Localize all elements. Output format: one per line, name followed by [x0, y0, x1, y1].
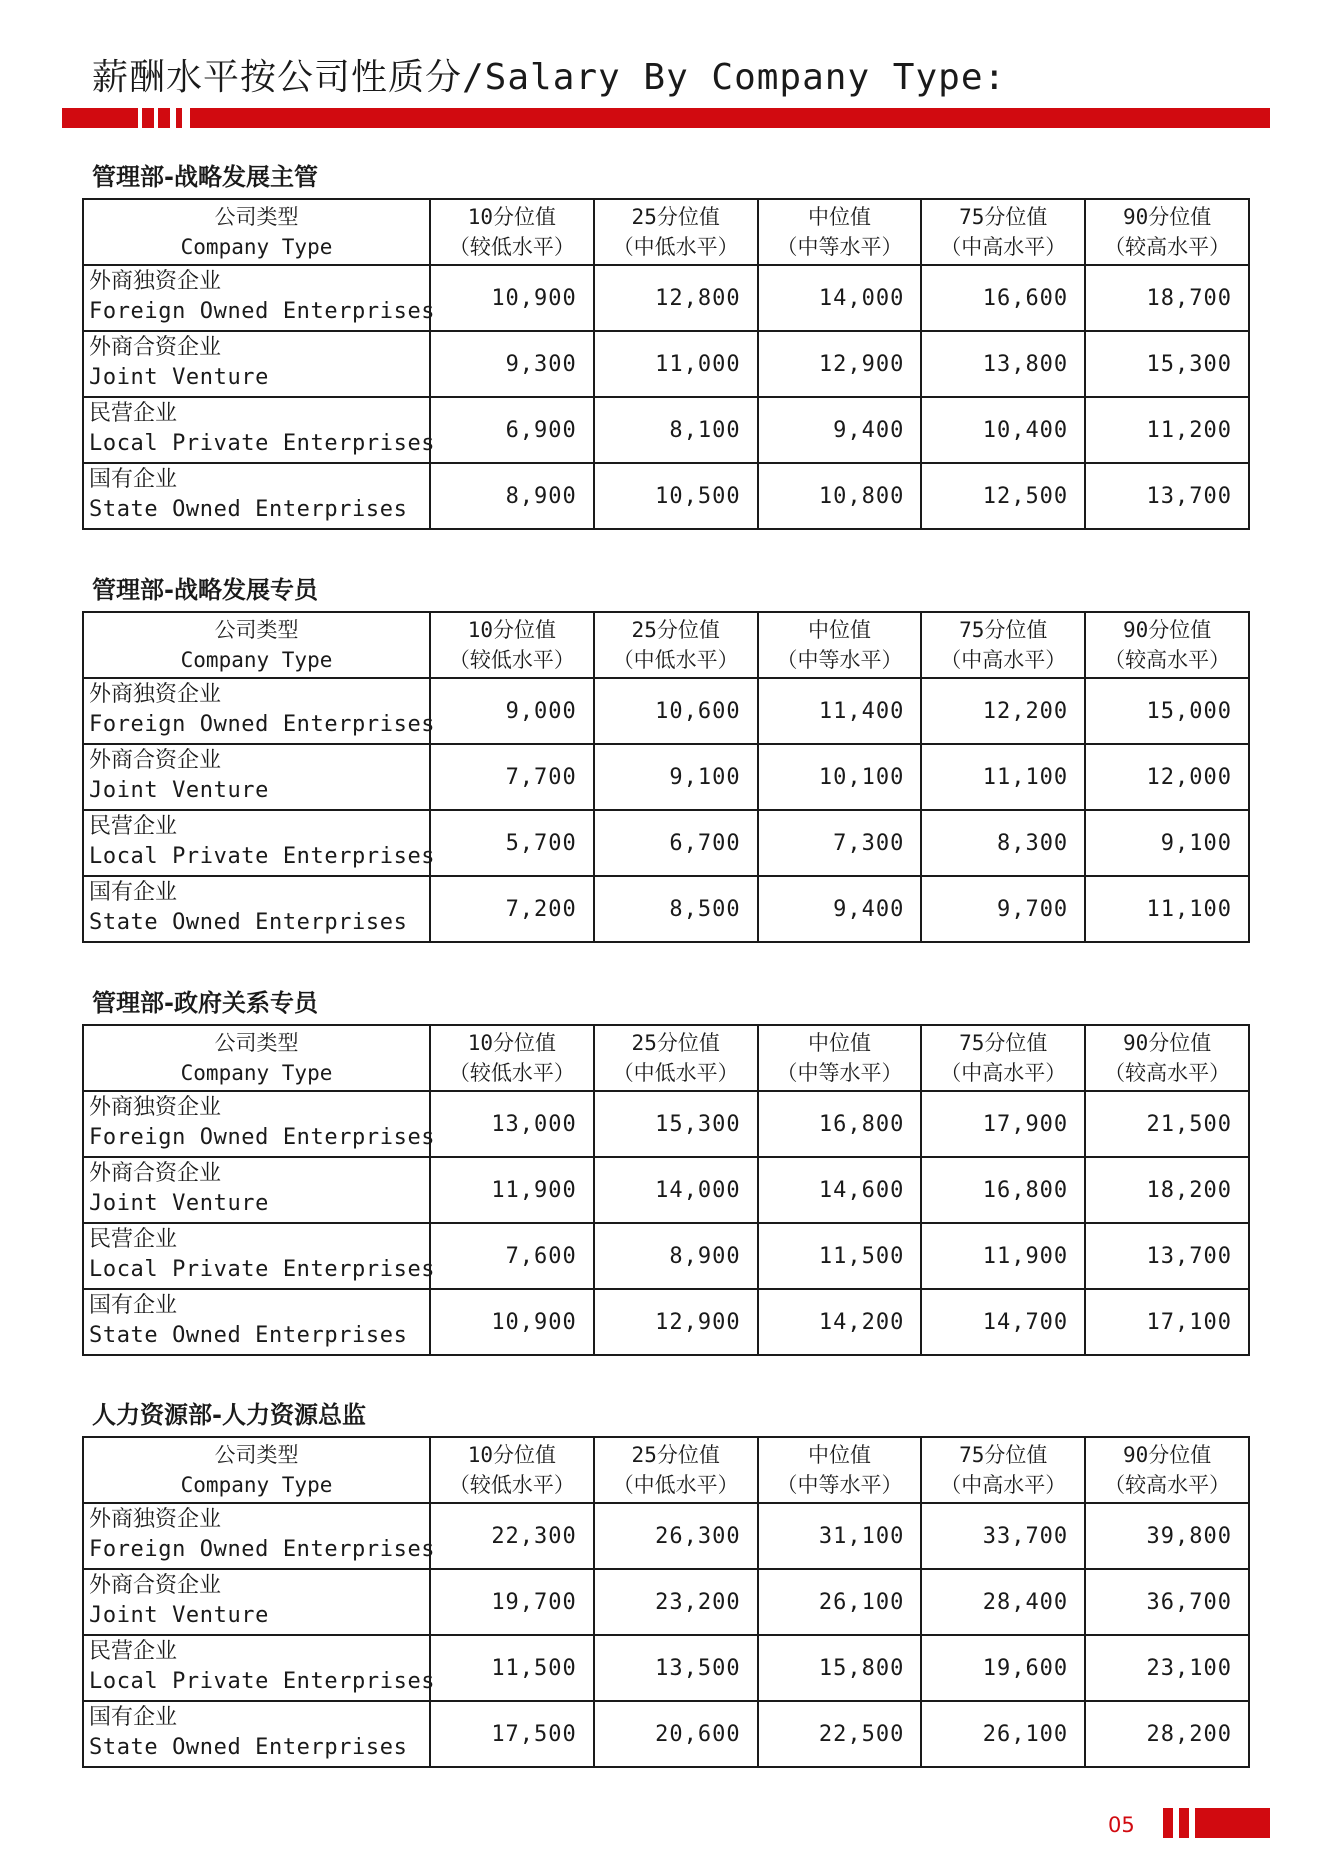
- salary-cell: 20,600: [594, 1701, 758, 1767]
- header-label-en: （中高水平）: [940, 1061, 1067, 1085]
- footer-bar-segment: [1163, 1808, 1173, 1838]
- company-type-cell: [83, 744, 430, 810]
- salary-cell: 23,100: [1085, 1635, 1249, 1701]
- company-type-en: Local Private Enterprises: [89, 1669, 436, 1694]
- salary-cell: 15,000: [1085, 678, 1249, 744]
- header-label-en: （较低水平）: [448, 235, 575, 259]
- salary-cell: 10,100: [758, 744, 922, 810]
- salary-cell: 8,100: [594, 397, 758, 463]
- p75-header: [921, 1025, 1085, 1091]
- salary-cell: 10,900: [430, 265, 594, 331]
- table-row: [83, 331, 1249, 397]
- header-label-zh: 10分位值: [467, 618, 557, 642]
- salary-cell: 16,800: [921, 1157, 1085, 1223]
- salary-cell: 9,000: [430, 678, 594, 744]
- header-label-zh: 10分位值: [467, 1031, 557, 1055]
- table-row: [83, 678, 1249, 744]
- company-type-cell: [83, 876, 430, 942]
- salary-cell: 9,400: [758, 397, 922, 463]
- header-bar-segment: [142, 108, 154, 128]
- table-header-row: [83, 1437, 1249, 1503]
- salary-cell: 8,900: [430, 463, 594, 529]
- header-label-en: （较低水平）: [448, 1473, 575, 1497]
- salary-cell: 22,500: [758, 1701, 922, 1767]
- p90-header: [1085, 1025, 1249, 1091]
- page-number: 05: [1108, 1813, 1135, 1837]
- header-label-zh: 75分位值: [959, 1443, 1048, 1467]
- salary-cell: 14,000: [594, 1157, 758, 1223]
- salary-cell: 22,300: [430, 1503, 594, 1569]
- header-label-zh: 90分位值: [1122, 1443, 1212, 1467]
- table-row: [83, 265, 1249, 331]
- salary-cell: 10,800: [758, 463, 922, 529]
- salary-cell: 16,600: [921, 265, 1085, 331]
- company-type-en: Foreign Owned Enterprises: [89, 1537, 436, 1562]
- header-label-en: （中高水平）: [940, 1473, 1067, 1497]
- table-header-row: [83, 1025, 1249, 1091]
- company-type-cell: [83, 1223, 436, 1289]
- header-label-zh: 中位值: [807, 1443, 871, 1467]
- company-type-cell: [83, 1091, 436, 1157]
- company-type-zh: 国有企业: [89, 467, 178, 492]
- median-header: [758, 612, 922, 678]
- p10-header: [430, 199, 594, 265]
- header-label-zh: 10分位值: [467, 1443, 557, 1467]
- company-type-cell: [83, 1289, 430, 1355]
- table-row: [83, 876, 1249, 942]
- header-label-en: （中低水平）: [612, 235, 739, 259]
- salary-table: [82, 1024, 1250, 1356]
- salary-cell: 9,400: [758, 876, 922, 942]
- company-type-header: [83, 612, 430, 678]
- salary-cell: 21,500: [1085, 1091, 1249, 1157]
- header-label-en: （中等水平）: [776, 1061, 903, 1085]
- median-header: [758, 1437, 922, 1503]
- company-type-cell: [83, 397, 436, 463]
- salary-cell: 19,600: [921, 1635, 1085, 1701]
- salary-cell: 5,700: [430, 810, 594, 876]
- header-label-en: （中高水平）: [940, 235, 1067, 259]
- salary-table: [82, 198, 1250, 530]
- salary-cell: 18,700: [1085, 265, 1249, 331]
- company-type-en: Foreign Owned Enterprises: [89, 712, 436, 737]
- salary-cell: 11,200: [1085, 397, 1249, 463]
- salary-cell: 8,500: [594, 876, 758, 942]
- salary-cell: 7,600: [430, 1223, 594, 1289]
- median-header: [758, 199, 922, 265]
- company-type-cell: [83, 678, 436, 744]
- p25-header: [594, 199, 758, 265]
- p90-header: [1085, 1437, 1249, 1503]
- header-label-zh: 25分位值: [631, 1443, 720, 1467]
- header-label-zh: 25分位值: [631, 618, 720, 642]
- salary-cell: 26,100: [758, 1569, 922, 1635]
- company-type-en: Foreign Owned Enterprises: [89, 299, 436, 324]
- header-label-zh: 中位值: [807, 618, 871, 642]
- salary-cell: 10,500: [594, 463, 758, 529]
- salary-cell: 7,700: [430, 744, 594, 810]
- table-row: [83, 463, 1249, 529]
- company-type-cell: [83, 1157, 430, 1223]
- table-row: [83, 1091, 1249, 1157]
- company-type-en: State Owned Enterprises: [89, 1323, 408, 1348]
- salary-cell: 12,800: [594, 265, 758, 331]
- company-type-en: State Owned Enterprises: [89, 910, 408, 935]
- header-label-zh: 中位值: [807, 205, 871, 229]
- salary-cell: 13,700: [1085, 1223, 1249, 1289]
- salary-cell: 13,700: [1085, 463, 1249, 529]
- salary-cell: 12,900: [594, 1289, 758, 1355]
- table-row: [83, 1635, 1249, 1701]
- company-type-cell: [83, 331, 430, 397]
- salary-cell: 26,100: [921, 1701, 1085, 1767]
- company-type-cell: [83, 265, 436, 331]
- salary-cell: 11,100: [1085, 876, 1249, 942]
- table-row: [83, 1569, 1249, 1635]
- table-header-row: [83, 612, 1249, 678]
- company-type-en: State Owned Enterprises: [89, 497, 408, 522]
- salary-cell: 14,000: [758, 265, 922, 331]
- company-type-zh: 民营企业: [89, 1639, 178, 1664]
- company-type-header: [83, 1025, 430, 1091]
- salary-cell: 36,700: [1085, 1569, 1249, 1635]
- salary-cell: 11,500: [430, 1635, 594, 1701]
- company-type-cell: [83, 463, 430, 529]
- footer-bar-segment: [1195, 1808, 1270, 1838]
- p75-header: [921, 1437, 1085, 1503]
- company-type-zh: 外商独资企业: [89, 682, 222, 707]
- header-label-en: （较高水平）: [1104, 235, 1231, 259]
- table-row: [83, 1503, 1249, 1569]
- table-row: [83, 1223, 1249, 1289]
- salary-cell: 11,500: [758, 1223, 922, 1289]
- header-label-en: （中等水平）: [776, 235, 903, 259]
- table-row: [83, 397, 1249, 463]
- salary-cell: 12,200: [921, 678, 1085, 744]
- header-label-en: Company Type: [180, 1061, 333, 1085]
- company-type-cell: [83, 810, 436, 876]
- header-label-zh: 公司类型: [214, 1031, 299, 1055]
- page-title: 薪酬水平按公司性质分/Salary By Company Type:: [92, 57, 1007, 98]
- salary-cell: 12,000: [1085, 744, 1249, 810]
- header-label-en: （较低水平）: [448, 1061, 575, 1085]
- salary-cell: 17,500: [430, 1701, 594, 1767]
- header-label-zh: 75分位值: [959, 1031, 1048, 1055]
- company-type-zh: 外商合资企业: [89, 1161, 222, 1186]
- company-type-zh: 民营企业: [89, 1227, 178, 1252]
- header-label-en: Company Type: [180, 1473, 333, 1497]
- header-label-zh: 90分位值: [1122, 618, 1212, 642]
- company-type-cell: [83, 1503, 436, 1569]
- header-bar-segment: [158, 108, 170, 128]
- header-label-en: （中低水平）: [612, 648, 739, 672]
- header-label-zh: 75分位值: [959, 205, 1048, 229]
- salary-cell: 14,200: [758, 1289, 922, 1355]
- company-type-zh: 外商独资企业: [89, 269, 222, 294]
- salary-cell: 9,700: [921, 876, 1085, 942]
- salary-cell: 33,700: [921, 1503, 1085, 1569]
- salary-cell: 10,900: [430, 1289, 594, 1355]
- header-label-en: （中低水平）: [612, 1061, 739, 1085]
- table-row: [83, 1289, 1249, 1355]
- table-row: [83, 744, 1249, 810]
- company-type-zh: 国有企业: [89, 880, 178, 905]
- salary-cell: 10,400: [921, 397, 1085, 463]
- section-title: 管理部-战略发展专员: [92, 576, 318, 604]
- p10-header: [430, 612, 594, 678]
- salary-cell: 15,800: [758, 1635, 922, 1701]
- company-type-en: Foreign Owned Enterprises: [89, 1125, 436, 1150]
- header-label-zh: 10分位值: [467, 205, 557, 229]
- company-type-en: Joint Venture: [89, 778, 269, 803]
- p25-header: [594, 1025, 758, 1091]
- company-type-en: Local Private Enterprises: [89, 431, 436, 456]
- header-label-en: Company Type: [180, 648, 333, 672]
- header-label-zh: 90分位值: [1122, 205, 1212, 229]
- company-type-en: State Owned Enterprises: [89, 1735, 408, 1760]
- salary-cell: 18,200: [1085, 1157, 1249, 1223]
- salary-cell: 26,300: [594, 1503, 758, 1569]
- p10-header: [430, 1025, 594, 1091]
- company-type-zh: 国有企业: [89, 1705, 178, 1730]
- p75-header: [921, 612, 1085, 678]
- header-label-en: （较高水平）: [1104, 1473, 1231, 1497]
- salary-cell: 9,100: [1085, 810, 1249, 876]
- table-row: [83, 810, 1249, 876]
- salary-cell: 11,900: [921, 1223, 1085, 1289]
- company-type-en: Local Private Enterprises: [89, 1257, 436, 1282]
- salary-cell: 11,000: [594, 331, 758, 397]
- header-label-zh: 公司类型: [214, 1443, 299, 1467]
- p25-header: [594, 1437, 758, 1503]
- p90-header: [1085, 612, 1249, 678]
- company-type-zh: 外商合资企业: [89, 335, 222, 360]
- salary-cell: 10,600: [594, 678, 758, 744]
- header-label-zh: 公司类型: [214, 205, 299, 229]
- company-type-header: [83, 199, 430, 265]
- section-title: 人力资源部-人力资源总监: [92, 1401, 366, 1429]
- company-type-zh: 外商独资企业: [89, 1095, 222, 1120]
- salary-cell: 17,100: [1085, 1289, 1249, 1355]
- header-label-zh: 25分位值: [631, 1031, 720, 1055]
- p90-header: [1085, 199, 1249, 265]
- header-label-en: （较高水平）: [1104, 648, 1231, 672]
- company-type-zh: 民营企业: [89, 401, 178, 426]
- salary-cell: 6,900: [430, 397, 594, 463]
- salary-cell: 14,600: [758, 1157, 922, 1223]
- header-label-en: （较低水平）: [448, 648, 575, 672]
- salary-cell: 13,500: [594, 1635, 758, 1701]
- salary-cell: 9,300: [430, 331, 594, 397]
- salary-table: [82, 611, 1250, 943]
- salary-cell: 11,900: [430, 1157, 594, 1223]
- header-label-zh: 25分位值: [631, 205, 720, 229]
- salary-cell: 14,700: [921, 1289, 1085, 1355]
- header-bar-segment: [176, 108, 182, 128]
- table-row: [83, 1157, 1249, 1223]
- salary-cell: 28,200: [1085, 1701, 1249, 1767]
- salary-cell: 13,800: [921, 331, 1085, 397]
- p10-header: [430, 1437, 594, 1503]
- p25-header: [594, 612, 758, 678]
- salary-cell: 12,500: [921, 463, 1085, 529]
- header-label-en: （中高水平）: [940, 648, 1067, 672]
- company-type-cell: [83, 1569, 430, 1635]
- salary-cell: 8,900: [594, 1223, 758, 1289]
- salary-cell: 7,300: [758, 810, 922, 876]
- salary-cell: 16,800: [758, 1091, 922, 1157]
- salary-cell: 15,300: [1085, 331, 1249, 397]
- salary-cell: 9,100: [594, 744, 758, 810]
- section-title: 管理部-政府关系专员: [92, 989, 318, 1017]
- company-type-en: Joint Venture: [89, 1191, 269, 1216]
- company-type-zh: 外商独资企业: [89, 1507, 222, 1532]
- salary-cell: 11,100: [921, 744, 1085, 810]
- header-label-en: （中低水平）: [612, 1473, 739, 1497]
- salary-cell: 8,300: [921, 810, 1085, 876]
- salary-cell: 15,300: [594, 1091, 758, 1157]
- salary-cell: 11,400: [758, 678, 922, 744]
- table-header-row: [83, 199, 1249, 265]
- salary-cell: 6,700: [594, 810, 758, 876]
- salary-cell: 23,200: [594, 1569, 758, 1635]
- table-row: [83, 1701, 1249, 1767]
- company-type-zh: 外商合资企业: [89, 1573, 222, 1598]
- header-bar-segment: [62, 108, 138, 128]
- company-type-en: Joint Venture: [89, 365, 269, 390]
- p75-header: [921, 199, 1085, 265]
- header-label-en: （中等水平）: [776, 648, 903, 672]
- header-label-zh: 90分位值: [1122, 1031, 1212, 1055]
- salary-cell: 31,100: [758, 1503, 922, 1569]
- header-bar-segment: [190, 108, 1270, 128]
- header-label-zh: 75分位值: [959, 618, 1048, 642]
- salary-cell: 12,900: [758, 331, 922, 397]
- company-type-en: Local Private Enterprises: [89, 844, 436, 869]
- median-header: [758, 1025, 922, 1091]
- salary-cell: 13,000: [430, 1091, 594, 1157]
- header-label-en: Company Type: [180, 235, 333, 259]
- header-label-zh: 中位值: [807, 1031, 871, 1055]
- header-label-en: （中等水平）: [776, 1473, 903, 1497]
- company-type-cell: [83, 1635, 436, 1701]
- salary-table: [82, 1436, 1250, 1768]
- salary-cell: 39,800: [1085, 1503, 1249, 1569]
- salary-cell: 19,700: [430, 1569, 594, 1635]
- header-label-zh: 公司类型: [214, 618, 299, 642]
- section-title: 管理部-战略发展主管: [92, 163, 318, 191]
- company-type-header: [83, 1437, 430, 1503]
- company-type-cell: [83, 1701, 430, 1767]
- salary-cell: 7,200: [430, 876, 594, 942]
- company-type-en: Joint Venture: [89, 1603, 269, 1628]
- company-type-zh: 国有企业: [89, 1293, 178, 1318]
- company-type-zh: 民营企业: [89, 814, 178, 839]
- header-label-en: （较高水平）: [1104, 1061, 1231, 1085]
- company-type-zh: 外商合资企业: [89, 748, 222, 773]
- footer-bar-segment: [1179, 1808, 1189, 1838]
- salary-cell: 28,400: [921, 1569, 1085, 1635]
- salary-cell: 17,900: [921, 1091, 1085, 1157]
